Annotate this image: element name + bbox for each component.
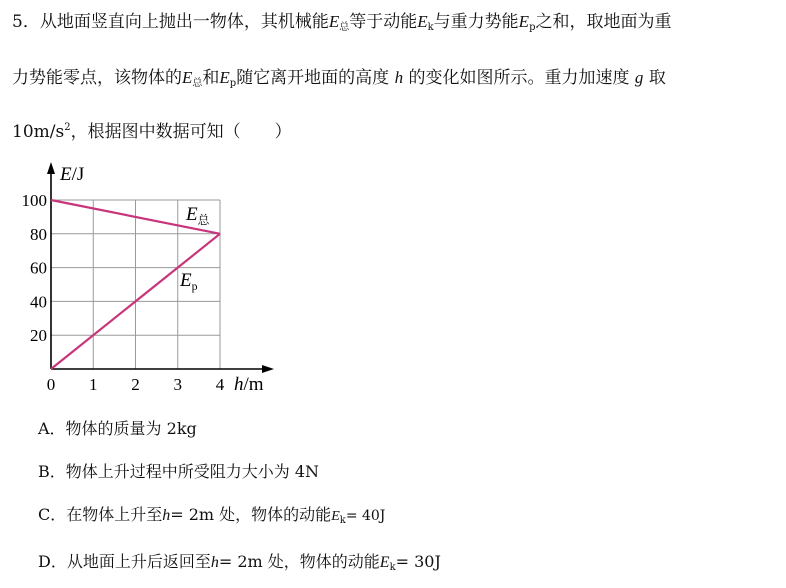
option-a[interactable]: A．物体的质量为 2kg [38, 419, 197, 438]
y-tick-label: 40 [30, 292, 47, 312]
x-tick-label: 0 [46, 375, 56, 394]
y-tick-label: 100 [21, 191, 47, 210]
y-axis-arrow [47, 162, 55, 174]
series-label-total: $E_总$ [186, 204, 210, 227]
option-b[interactable]: B．物体上升过程中所受阻力大小为 4N [38, 462, 320, 481]
x-tick-label: 4 [215, 375, 225, 394]
x-axis-label: h/m [234, 374, 264, 395]
question-line-1: 5．从地面竖直向上抛出一物体，其机械能$E_总$等于动能$E_k$与重力势能$E_p$之和，取地面为重 [12, 12, 672, 33]
y-tick-label: 60 [30, 258, 47, 278]
question-line-2: 力势能零点，该物体的$E_总$和$E_p$随它离开地面的高度 h 的变化如图所示。重力加速度 g 取 [12, 68, 666, 89]
x-tick-label: 3 [173, 375, 182, 394]
energy-height-chart [0, 150, 300, 400]
x-axis-arrow [262, 365, 274, 373]
option-d[interactable]: D．从地面上升后返回至h= 2m 处，物体的动能$E_k= 30J$ [38, 552, 441, 573]
y-axis-label: E/J [60, 164, 85, 185]
x-tick-label: 2 [131, 375, 140, 394]
x-tick-label: 1 [89, 375, 98, 394]
option-c[interactable]: C．在物体上升至h= 2m 处，物体的动能$E_k= 40J$ [38, 505, 386, 526]
y-tick-label: 20 [30, 326, 47, 346]
question-line-3: $10m/s^2$，根据图中数据可知（ ） [12, 122, 292, 142]
series-label-potential: $E_p$ [180, 270, 198, 293]
y-tick-label: 80 [30, 224, 47, 244]
